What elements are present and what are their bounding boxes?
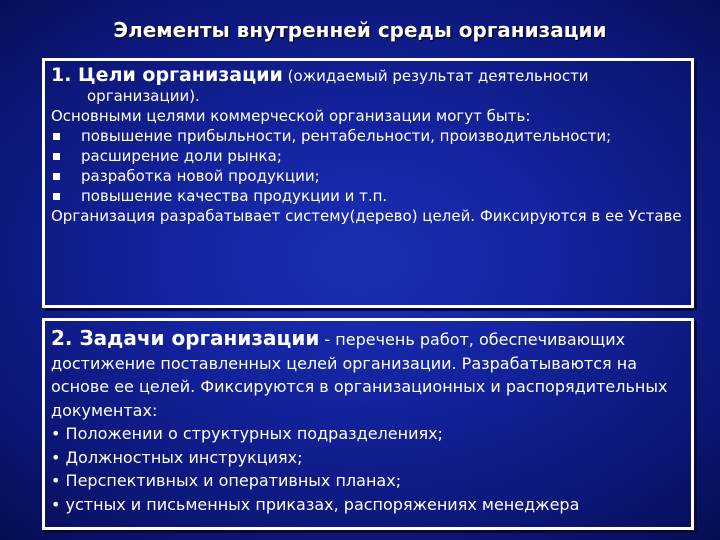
goals-content xyxy=(45,61,691,226)
goals-intro: Основными целями коммерческой организации могут быть: xyxy=(51,107,531,125)
tasks-bullet-item xyxy=(51,469,685,493)
tasks-bullet-item xyxy=(51,493,685,517)
tasks-bullet-item xyxy=(51,422,685,446)
tasks-content xyxy=(45,321,691,516)
tasks-bullet-text: Должностных инструкциях; xyxy=(65,447,303,467)
goals-bullet-item xyxy=(51,166,685,186)
square-bullet-icon xyxy=(53,153,60,160)
square-bullet-icon xyxy=(53,193,60,200)
goals-heading-line xyxy=(51,65,685,106)
tasks-heading-rest: - перечень работ, обеспечивающих достижение поставленных целей организации. Разрабатываются на основе ее целей. Фиксируются в организационных и распорядительных документах: xyxy=(51,330,668,420)
tasks-bullet-item xyxy=(51,446,685,470)
tasks-heading-paragraph xyxy=(51,327,685,422)
square-bullet-icon xyxy=(53,173,60,180)
goals-heading-rest: (ожидаемый результат деятельности организации). xyxy=(87,67,589,105)
goals-box xyxy=(42,58,694,308)
goals-closing: Организация разрабатывает систему(дерево) целей. Фиксируются в ее Уставе xyxy=(51,207,682,225)
goals-bullet-item xyxy=(51,186,685,206)
dot-bullet-icon: • xyxy=(51,447,61,467)
dot-bullet-icon: • xyxy=(51,471,61,490)
dot-bullet-icon: • xyxy=(51,494,61,514)
goals-bullet-text: расширение доли рынка; xyxy=(81,147,282,165)
goals-heading: 1. Цели организации xyxy=(51,64,283,86)
dot-bullet-icon: • xyxy=(51,424,61,443)
goals-bullet-text: повышение прибыльности, рентабельности, производительности; xyxy=(81,127,612,145)
tasks-bullet-text: Положении о структурных подразделениях; xyxy=(65,424,443,443)
goals-bullet-text: повышение качества продукции и т.п. xyxy=(81,187,388,205)
square-bullet-icon xyxy=(53,133,60,140)
goals-bullet-text: разработка новой продукции; xyxy=(81,167,320,185)
goals-bullet-item xyxy=(51,126,685,146)
goals-bullet-item xyxy=(51,146,685,166)
tasks-bullet-text: устных и письменных приказах, распоряжениях менеджера xyxy=(65,494,580,514)
slide-title: Элементы внутренней среды организации xyxy=(113,18,607,42)
tasks-heading: 2. Задачи организации xyxy=(51,326,320,350)
tasks-bullet-text: Перспективных и оперативных планах; xyxy=(65,471,402,490)
tasks-box xyxy=(42,318,694,530)
